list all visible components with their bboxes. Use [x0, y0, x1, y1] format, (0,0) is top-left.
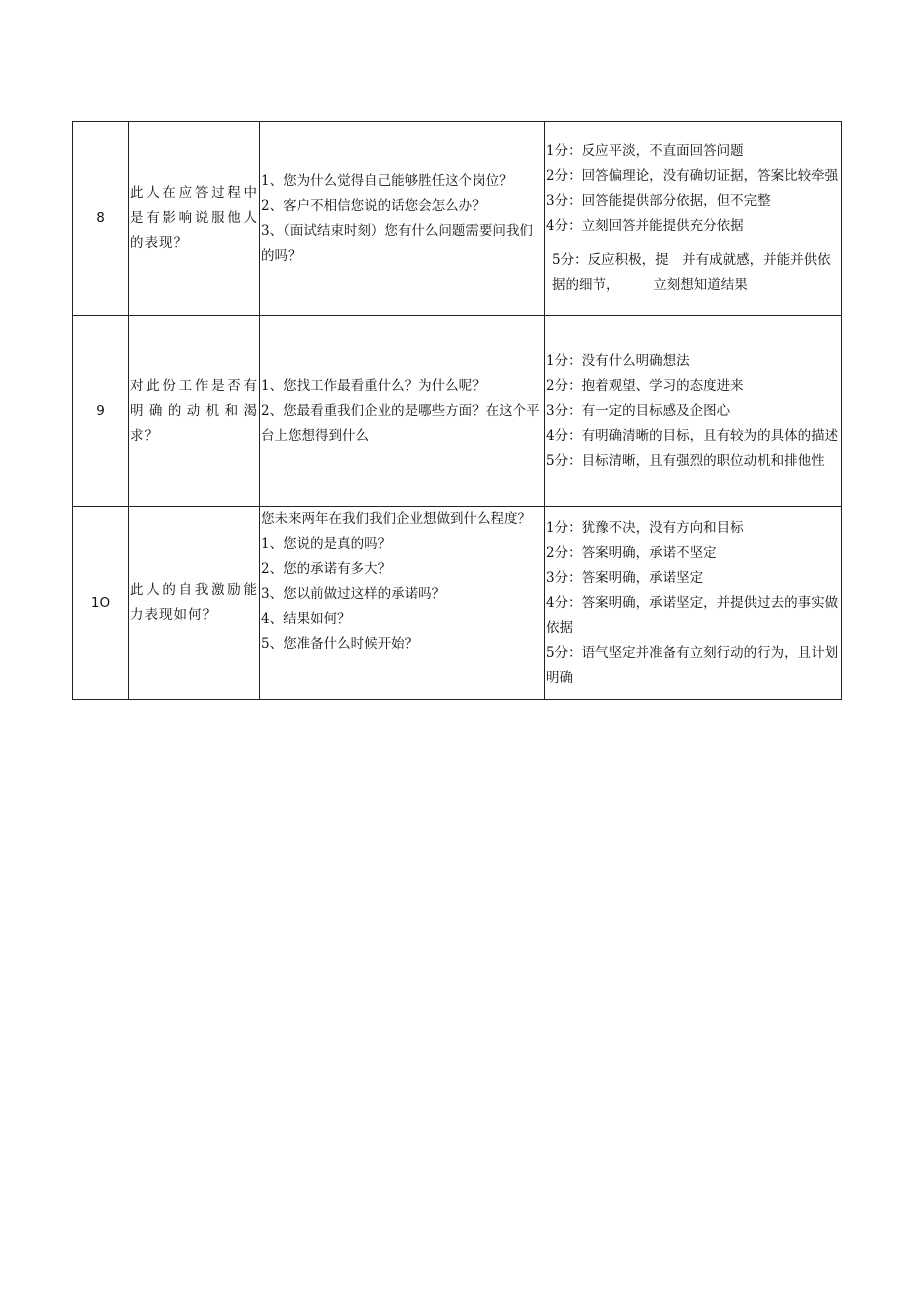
score-line: 3分：回答能提供部分依据，但不完整: [546, 193, 771, 209]
item-number: 9: [73, 316, 129, 507]
interview-questions: [260, 507, 545, 700]
score-line: 1分：没有什么明确想法: [546, 352, 690, 369]
score-line: 2分：回答偏理论，没有确切证据，答案比较牵强: [546, 168, 839, 184]
score-line: 2分：答案明确，承诺不坚定: [546, 544, 717, 561]
score-line: 1分：反应平淡，不直面回答问题: [546, 143, 744, 159]
table-row: [73, 316, 842, 507]
item-number: 8: [73, 122, 129, 316]
question-line: 5、您准备什么时候开始？: [261, 636, 419, 652]
interview-evaluation-table: [72, 121, 842, 700]
question-line: 3、（面试结束时刻）您有什么问题需要问我们的吗？: [261, 222, 533, 264]
question-line: 1、您说的是真的吗？: [261, 536, 392, 552]
score-line: 5分：反应积极，提 并有成就感，并能并供依据的细节， 立刻想知道结果: [552, 252, 831, 293]
evaluation-criterion: 此人在应答过程中是有影响说服他人的表现？: [129, 122, 260, 316]
question-line: 2、您最看重我们企业的是哪些方面？在这个平台上您想得到什么: [261, 402, 540, 444]
question-line: 2、您的承诺有多大？: [261, 561, 392, 577]
score-line: 1分：犹豫不决，没有方向和目标: [546, 519, 744, 536]
score-line: 5分：目标清晰，且有强烈的职位动机和排他性: [546, 452, 825, 469]
score-line: 3分：答案明确，承诺坚定: [546, 569, 704, 586]
score-line: 4分：有明确清晰的目标，且有较为的具体的描述: [546, 427, 839, 444]
table-row: [73, 507, 842, 700]
score-line: 3分：有一定的目标感及企图心: [546, 402, 731, 419]
evaluation-criterion: 此人的自我激励能力表现如何？: [129, 507, 260, 700]
interview-questions: [260, 316, 545, 507]
question-line: 4、结果如何？: [261, 611, 351, 627]
question-line: 1、您找工作最看重什么？为什么呢？: [261, 377, 486, 394]
table-row: [73, 122, 842, 316]
question-line: 2、客户不相信您说的话您会怎么办？: [261, 197, 486, 214]
question-line: 3、您以前做过这样的承诺吗？: [261, 586, 446, 602]
question-line: 您未来两年在我们我们企业想做到什么程度？: [261, 511, 531, 527]
scoring-criteria: [545, 316, 842, 507]
item-number: 1O: [73, 507, 129, 700]
score-line: 5分：语气坚定并准备有立刻行动的行为，且计划明确: [546, 644, 839, 686]
interview-questions: [260, 122, 545, 316]
score-line: 4分：立刻回答并能提供充分依据: [546, 218, 744, 234]
score-line: 4分：答案明确，承诺坚定，并提供过去的事实做依据: [546, 594, 839, 636]
scoring-criteria: [545, 507, 842, 700]
scoring-criteria: [545, 122, 842, 316]
question-line: 1、您为什么觉得自己能够胜任这个岗位？: [261, 172, 513, 189]
score-line: 2分：抱着观望、学习的态度进来: [546, 377, 744, 394]
evaluation-criterion: 对此份工作是否有明确的动机和渴求？: [129, 316, 260, 507]
